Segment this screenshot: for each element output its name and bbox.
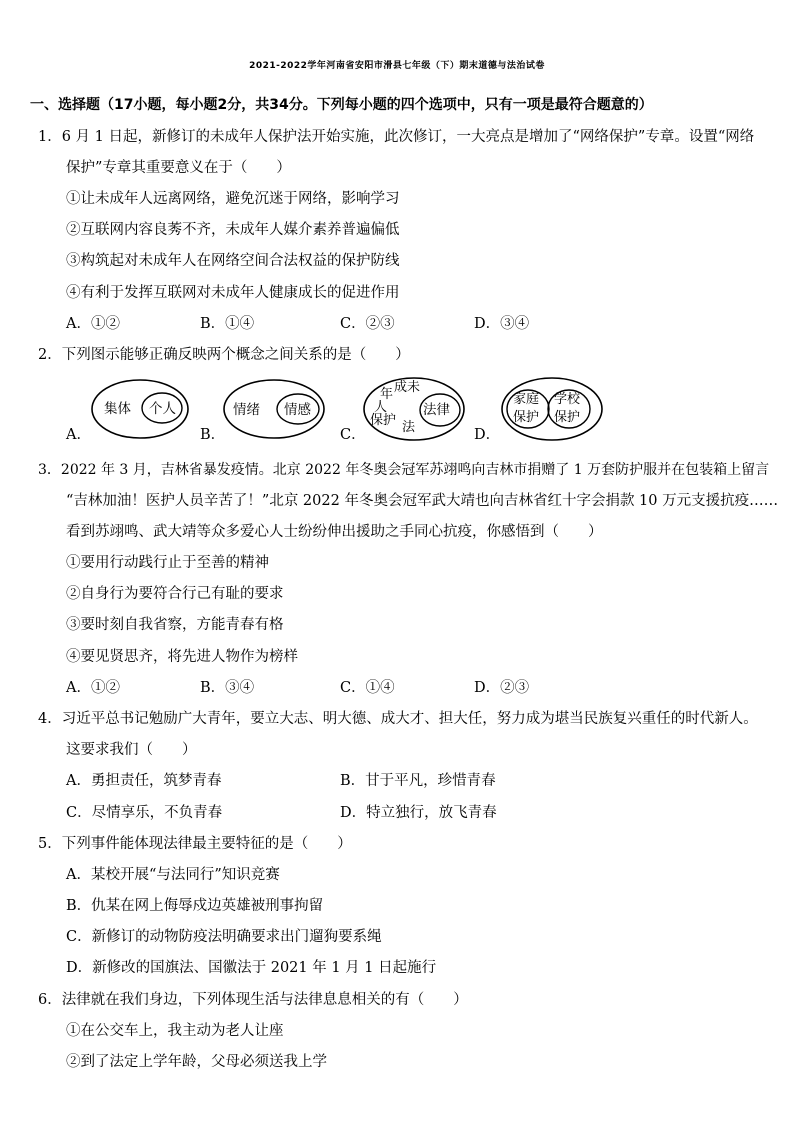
q1-stem-line1: 1．6 月 1 日起，新修订的未成年人保护法开始实施，此次修订，一大亮点是增加了“网络保护”专章。设置“网络: [38, 129, 755, 145]
diagram-d-label: 保护: [554, 410, 581, 425]
q4-option-a: A．勇担责任，筑梦青春: [66, 773, 222, 789]
q6-item: ②到了法定上学年龄，父母必须送我上学: [66, 1054, 327, 1070]
section-heading: 一、选择题（17小题，每小题2分，共34分。下列每小题的四个选项中，只有一项是最符合题意的）: [30, 97, 653, 113]
q3-option-d: D．②③: [474, 680, 530, 696]
diagram-d-label: 学校: [554, 392, 581, 407]
q4-stem-line1: 4．习近平总书记勉励广大青年，要立大志、明大德、成大才、担大任，努力成为堪当民族复兴重任的时代新人。: [38, 711, 758, 727]
diagram-b-outer-label: 情绪: [233, 402, 260, 418]
q5-option-a: A．某校开展“与法同行”知识竞赛: [66, 867, 280, 883]
diagram-c-word: 人: [374, 400, 388, 415]
q1-item: ①让未成年人远离网络，避免沉迷于网络，影响学习: [66, 191, 400, 207]
diagram-c-word: 年: [380, 387, 394, 402]
q3-stem-line1: 3．2022 年 3 月，吉林省暴发疫情。北京 2022 年冬奥会冠军苏翊鸣向吉林市捐赠了 1 万套防护服并在包装箱上留言: [38, 462, 770, 478]
q3-option-c: C．①④: [340, 680, 395, 696]
q1-option-c: C．②③: [340, 316, 395, 332]
q3-item: ①要用行动践行止于至善的精神: [66, 555, 269, 571]
diagram-c-inner-label: 法律: [423, 402, 450, 418]
exam-title: 2021-2022学年河南省安阳市滑县七年级（下）期末道德与法治试卷: [249, 61, 545, 71]
q3-stem-line2: “吉林加油！医护人员辛苦了！”北京 2022 年冬奥会冠军武大靖也向吉林省红十字会捐款 10 万元支援抗疫……: [66, 493, 779, 509]
diagram-d-label: 家庭: [513, 392, 540, 407]
q4-option-c: C．尽情享乐，不负青春: [66, 805, 223, 821]
q2-stem: 2．下列图示能够正确反映两个概念之间关系的是（ ）: [38, 347, 410, 363]
q2-option-d: D．: [474, 427, 501, 443]
q4-stem-line2: 这要求我们（ ）: [66, 742, 197, 758]
q3-option-a: A．①②: [66, 680, 120, 696]
q1-option-d: D．③④: [474, 316, 530, 332]
q3-item: ④要见贤思齐，将先进人物作为榜样: [66, 649, 298, 665]
q5-stem: 5．下列事件能体现法律最主要特征的是（ ）: [38, 836, 352, 852]
diagram-a-inner-label: 个人: [149, 401, 176, 417]
q1-option-a: A．①②: [66, 316, 120, 332]
q3-stem-line3: 看到苏翊鸣、武大靖等众多爱心人士纷纷伸出援助之手同心抗疫，你感悟到（ ）: [66, 524, 603, 540]
q2-option-c: C．: [340, 427, 366, 443]
diagram-c-word: 成未: [394, 380, 421, 395]
diagram-c-word: 法: [402, 420, 416, 435]
q1-option-b: B．①④: [200, 316, 255, 332]
diagram-b-inner-label: 情感: [284, 402, 311, 418]
diagram-d-label: 保护: [513, 410, 540, 425]
q4-option-d: D．特立独行，放飞青春: [340, 805, 497, 821]
q5-option-c: C．新修订的动物防疫法明确要求出门遛狗要系绳: [66, 929, 382, 945]
q6-stem: 6．法律就在我们身边，下列体现生活与法律息息相关的有（ ）: [38, 992, 468, 1008]
q1-item: ④有利于发挥互联网对未成年人健康成长的促进作用: [66, 285, 400, 301]
q4-option-b: B．甘于平凡，珍惜青春: [340, 773, 496, 789]
q5-option-b: B．仇某在网上侮辱戍边英雄被刑事拘留: [66, 898, 324, 914]
q1-item: ③构筑起对未成年人在网络空间合法权益的保护防线: [66, 253, 400, 269]
q2-option-b: B．: [200, 427, 226, 443]
q6-item: ①在公交车上，我主动为老人让座: [66, 1023, 284, 1039]
q2-option-a: A．: [66, 427, 91, 443]
q1-stem-line2: 保护”专章其重要意义在于（ ）: [66, 160, 291, 176]
q3-option-b: B．③④: [200, 680, 255, 696]
q3-item: ②自身行为要符合行己有耻的要求: [66, 586, 284, 602]
diagram-c-word: 保护: [370, 413, 397, 428]
diagram-a-outer-label: 集体: [104, 401, 131, 417]
q1-item: ②互联网内容良莠不齐，未成年人媒介素养普遍偏低: [66, 222, 400, 238]
q5-option-d: D．新修改的国旗法、国徽法于 2021 年 1 月 1 日起施行: [66, 960, 437, 976]
q3-item: ③要时刻自我省察，方能青春有格: [66, 617, 284, 633]
